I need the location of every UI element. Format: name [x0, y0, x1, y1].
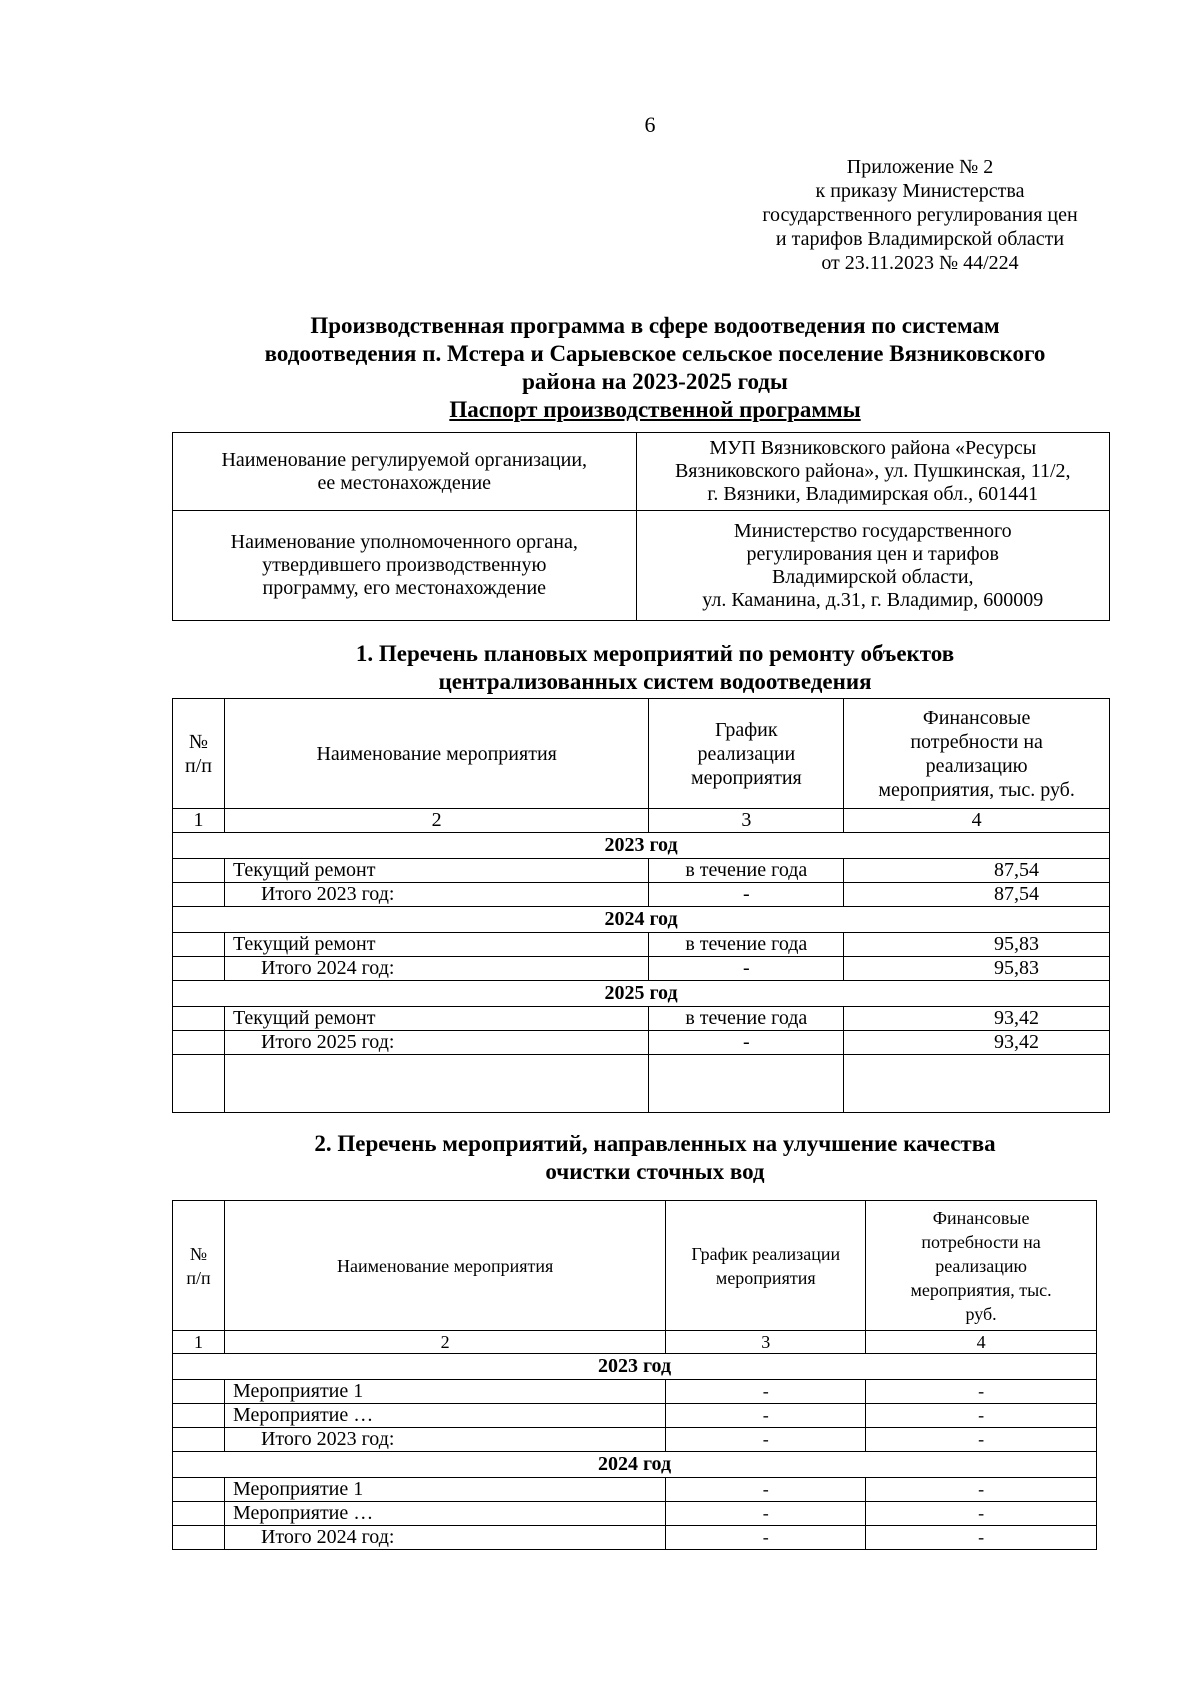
page-number: 6	[644, 112, 656, 137]
cell-num	[173, 1502, 225, 1526]
cell-num	[173, 859, 225, 883]
cell-value: 95,83	[844, 957, 1110, 981]
cell-total: Итого 2024 год:	[224, 1526, 665, 1550]
text-line: ул. Каманина, д.31, г. Владимир, 600009	[702, 588, 1044, 611]
col-number: 4	[844, 809, 1110, 833]
text-line: ее местонахождение	[317, 471, 492, 494]
column-number-row	[173, 809, 1110, 833]
table-row	[173, 883, 1110, 907]
year-label: 2025 год	[173, 981, 1110, 1007]
appendix-line: от 23.11.2023 № 44/224	[821, 252, 1019, 274]
cell-schedule: -	[666, 1526, 866, 1550]
text-line: потребности на	[921, 1231, 1041, 1252]
cell-num	[173, 1526, 225, 1550]
title-line: очистки сточных вод	[545, 1159, 765, 1184]
cell-name: Текущий ремонт	[224, 933, 648, 957]
text-line: реализацию	[925, 754, 1028, 777]
cell-value: 95,83	[844, 933, 1110, 957]
year-label: 2023 год	[173, 833, 1110, 859]
column-number-row	[173, 1331, 1097, 1354]
table-row	[173, 1428, 1097, 1452]
cell-schedule: в течение года	[649, 933, 844, 957]
cell-value: 93,42	[844, 1007, 1110, 1031]
appendix-line: государственного регулирования цен	[762, 204, 1078, 226]
title-line: 1. Перечень плановых мероприятий по ремонту объектов	[355, 641, 955, 666]
year-row	[173, 907, 1110, 933]
cell-schedule: -	[666, 1380, 866, 1404]
cell-empty	[649, 1055, 844, 1113]
section2-title	[170, 1130, 1140, 1186]
cell-schedule: -	[649, 957, 844, 981]
passport-label	[173, 433, 637, 511]
cell-name: Текущий ремонт	[224, 859, 648, 883]
table-row	[173, 1031, 1110, 1055]
header-schedule	[666, 1201, 866, 1331]
text-line: №	[188, 730, 209, 753]
header-finance	[844, 699, 1110, 809]
table-row	[173, 957, 1110, 981]
cell-name: Мероприятие …	[224, 1502, 665, 1526]
cell-schedule: в течение года	[649, 1007, 844, 1031]
empty-row	[173, 1055, 1110, 1113]
text-line: руб.	[965, 1303, 997, 1324]
cell-name: Текущий ремонт	[224, 1007, 648, 1031]
text-line: №	[189, 1243, 208, 1264]
table-row	[173, 1380, 1097, 1404]
year-row	[173, 833, 1110, 859]
cell-value: 87,54	[844, 883, 1110, 907]
cell-empty	[224, 1055, 648, 1113]
cell-num	[173, 933, 225, 957]
cell-total: Итого 2024 год:	[224, 957, 648, 981]
cell-num	[173, 1007, 225, 1031]
cell-schedule: в течение года	[649, 859, 844, 883]
cell-value: -	[866, 1502, 1097, 1526]
year-row	[173, 1354, 1097, 1380]
cell-schedule: -	[666, 1428, 866, 1452]
table-row	[173, 1526, 1097, 1550]
title-line: водоотведения п. Мстера и Сарыевское сельское поселение Вязниковского	[264, 341, 1046, 366]
col-number: 2	[224, 1331, 665, 1354]
quality-table	[172, 1200, 1097, 1550]
cell-num	[173, 883, 225, 907]
text-line: программу, его местонахождение	[262, 577, 547, 599]
text-line: Финансовые	[932, 1207, 1030, 1228]
text-line: потребности на	[910, 730, 1043, 753]
appendix-line: и тарифов Владимирской области	[775, 228, 1065, 250]
text-line: мероприятия, тыс.	[910, 1279, 1052, 1300]
text-line: Вязниковского района», ул. Пушкинская, 11/2,	[674, 460, 1071, 482]
cell-num	[173, 1428, 225, 1452]
cell-num	[173, 1404, 225, 1428]
header-name: Наименование мероприятия	[224, 699, 648, 809]
year-row	[173, 1452, 1097, 1478]
appendix-line: к приказу Министерства	[815, 180, 1025, 202]
text-line: мероприятия, тыс. руб.	[878, 778, 1075, 801]
text-line: График	[715, 718, 778, 741]
title-line: Производственная программа в сфере водоотведения по системам	[310, 313, 1000, 338]
header-num	[173, 1201, 225, 1331]
text-line: Владимирской области,	[771, 565, 974, 588]
text-line: График реализации	[691, 1243, 841, 1264]
cell-total: Итого 2023 год:	[224, 1428, 665, 1452]
text-line: г. Вязники, Владимирская обл., 601441	[707, 483, 1039, 505]
cell-schedule: -	[666, 1478, 866, 1502]
cell-total: Итого 2025 год:	[224, 1031, 648, 1055]
repair-table	[172, 698, 1110, 1113]
passport-value	[636, 433, 1109, 511]
text-line: мероприятия	[690, 766, 802, 789]
cell-value: -	[866, 1478, 1097, 1502]
cell-num	[173, 1478, 225, 1502]
cell-value: 87,54	[844, 859, 1110, 883]
table-header-row	[173, 1201, 1097, 1331]
cell-value: 93,42	[844, 1031, 1110, 1055]
table-row	[173, 1404, 1097, 1428]
table-row	[173, 859, 1110, 883]
cell-num	[173, 957, 225, 981]
text-line: мероприятия	[715, 1267, 816, 1288]
col-number: 2	[224, 809, 648, 833]
cell-schedule: -	[666, 1404, 866, 1428]
col-number: 4	[866, 1331, 1097, 1354]
text-line: регулирования цен и тарифов	[746, 542, 999, 565]
cell-schedule: -	[666, 1502, 866, 1526]
cell-schedule: -	[649, 883, 844, 907]
header-schedule	[649, 699, 844, 809]
year-row	[173, 981, 1110, 1007]
cell-value: -	[866, 1404, 1097, 1428]
col-number: 3	[666, 1331, 866, 1354]
col-number: 3	[649, 809, 844, 833]
text-line: Наименование уполномоченного органа,	[230, 531, 578, 553]
header-finance	[866, 1201, 1097, 1331]
passport-title: Паспорт производственной программы	[449, 397, 861, 422]
cell-num	[173, 1380, 225, 1404]
document-title	[170, 312, 1140, 424]
passport-table	[172, 432, 1110, 621]
header-name: Наименование мероприятия	[224, 1201, 665, 1331]
appendix-block	[730, 155, 1110, 275]
text-line: МУП Вязниковского района «Ресурсы	[709, 437, 1037, 459]
text-line: реализацию	[935, 1255, 1027, 1276]
year-label: 2024 год	[173, 907, 1110, 933]
cell-num	[173, 1031, 225, 1055]
cell-empty	[173, 1055, 225, 1113]
year-label: 2023 год	[173, 1354, 1097, 1380]
cell-value: -	[866, 1428, 1097, 1452]
table-row	[173, 1007, 1110, 1031]
title-line: централизованных систем водоотведения	[438, 669, 872, 694]
title-line: района на 2023-2025 годы	[522, 369, 788, 394]
cell-name: Мероприятие …	[224, 1404, 665, 1428]
text-line: реализации	[697, 742, 796, 765]
text-line: Наименование регулируемой организации,	[221, 448, 588, 471]
text-line: утвердившего производственную	[262, 554, 547, 576]
table-row	[173, 1502, 1097, 1526]
passport-row	[173, 511, 1110, 621]
text-line: Министерство государственного	[733, 519, 1012, 542]
cell-empty	[844, 1055, 1110, 1113]
col-number: 1	[173, 1331, 225, 1354]
section1-title	[170, 640, 1140, 696]
header-num	[173, 699, 225, 809]
passport-label	[173, 511, 637, 621]
table-header-row	[173, 699, 1110, 809]
text-line: п/п	[184, 754, 212, 777]
passport-value	[636, 511, 1109, 621]
table-row	[173, 933, 1110, 957]
cell-total: Итого 2023 год:	[224, 883, 648, 907]
col-number: 1	[173, 809, 225, 833]
passport-row	[173, 433, 1110, 511]
cell-name: Мероприятие 1	[224, 1380, 665, 1404]
year-label: 2024 год	[173, 1452, 1097, 1478]
cell-value: -	[866, 1380, 1097, 1404]
cell-name: Мероприятие 1	[224, 1478, 665, 1502]
text-line: Финансовые	[922, 706, 1031, 729]
cell-schedule: -	[649, 1031, 844, 1055]
cell-value: -	[866, 1526, 1097, 1550]
appendix-line: Приложение № 2	[846, 156, 994, 178]
table-row	[173, 1478, 1097, 1502]
title-line: 2. Перечень мероприятий, направленных на улучшение качества	[314, 1131, 996, 1156]
text-line: п/п	[186, 1267, 211, 1288]
